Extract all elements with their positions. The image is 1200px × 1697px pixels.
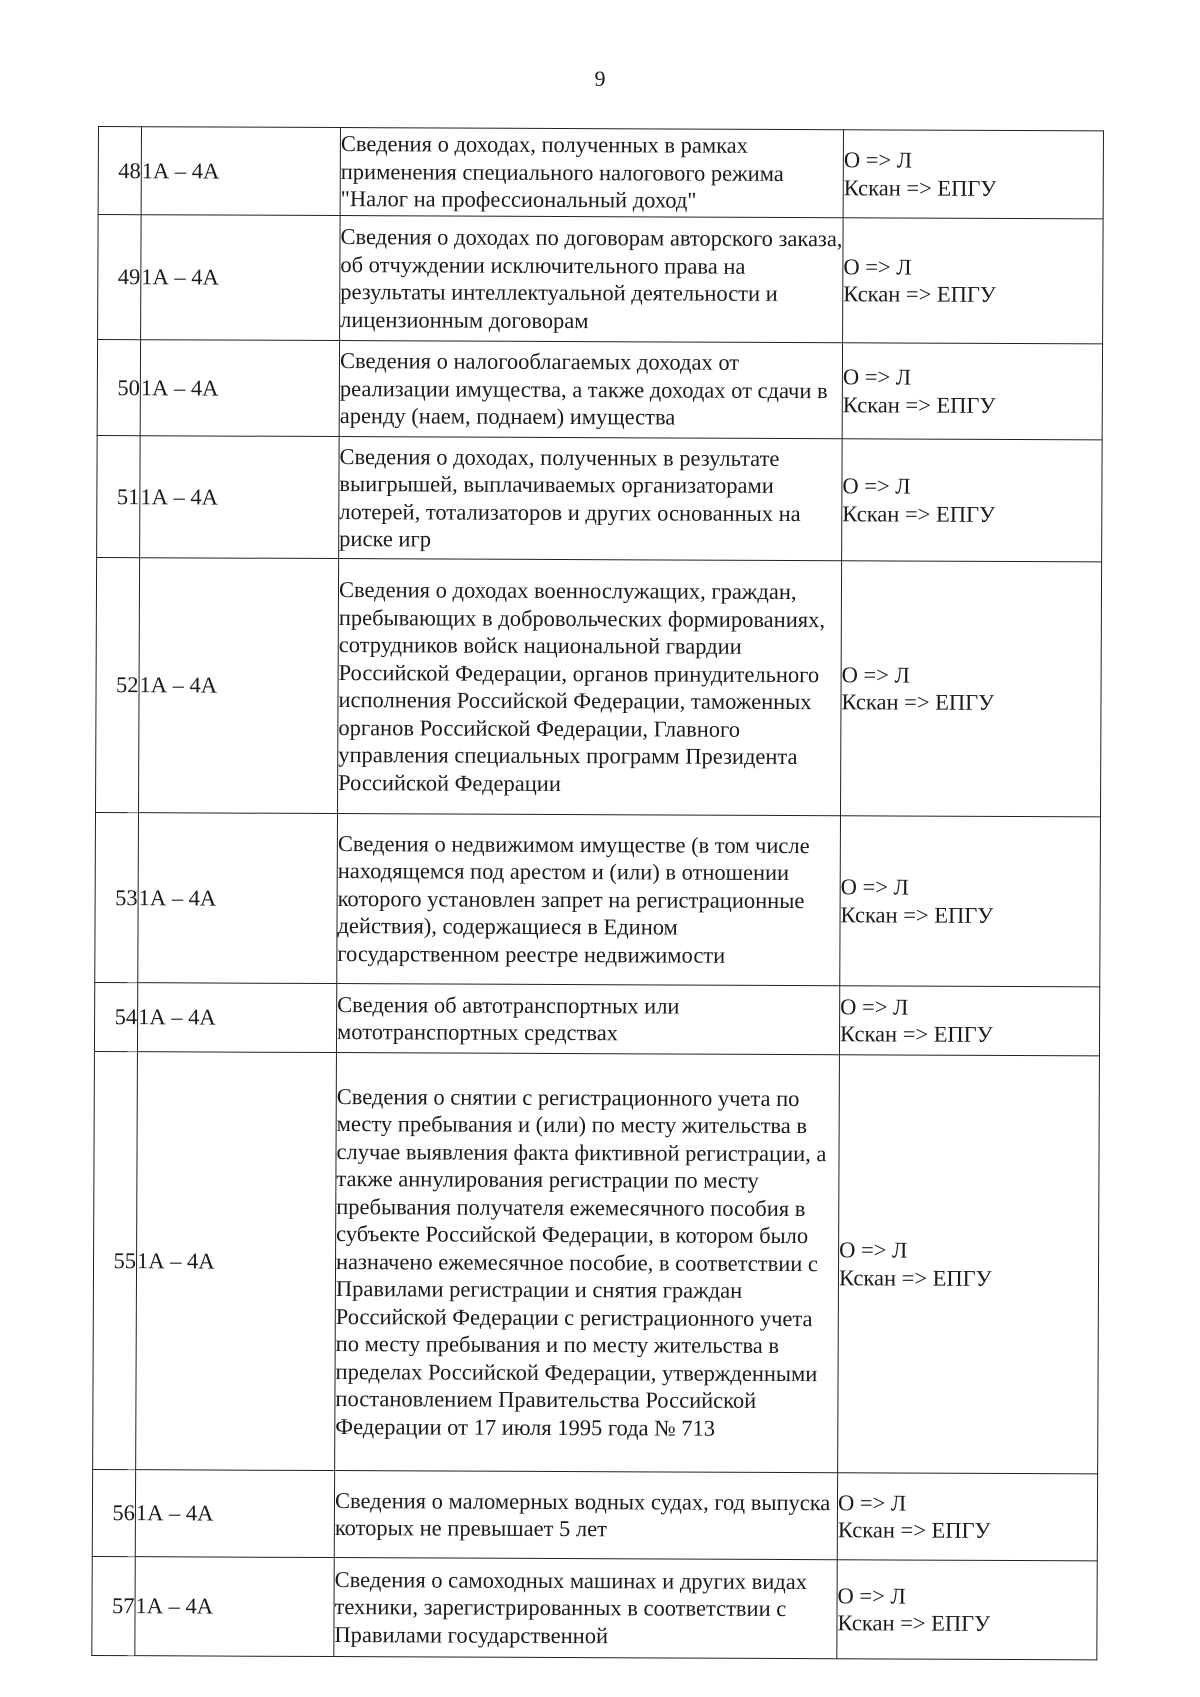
row-code: 1А – 4А (140, 340, 339, 437)
row-description: Сведения о маломерных водных судах, год выпуска которых не превышает 5 лет (334, 1471, 837, 1560)
table-row (98, 215, 1104, 344)
row-flow (842, 439, 1103, 562)
flow-line-2: Кскан => ЕПГУ (840, 901, 994, 928)
data-table (91, 126, 1104, 1660)
table-row (95, 812, 1101, 986)
table-row (94, 982, 1099, 1055)
row-number: 50 (97, 340, 140, 436)
flow-line-2: Кскан => ЕПГУ (842, 391, 996, 418)
row-number: 53 (95, 812, 139, 982)
flow-line-2: Кскан => ЕПГУ (842, 500, 995, 527)
flow-line-1: О => Л (837, 1582, 906, 1609)
row-description: Сведения о самоходных машинах и других видах техники, зарегистрированных в соответствии с Правилами государственной (334, 1558, 837, 1659)
row-code: 1А – 4А (140, 436, 340, 559)
row-description: Сведения о доходах, полученных в рамках применения специального налогового режима "Налог на профессиональный доход" (340, 128, 843, 218)
row-flow (838, 1055, 1100, 1474)
flow-line-1: О => Л (841, 661, 910, 688)
row-number: 55 (93, 1051, 138, 1469)
flow-line-2: Кскан => ЕПГУ (837, 1610, 991, 1636)
table-row (97, 340, 1102, 440)
row-description: Сведения о доходах, полученных в результате выигрышей, выплачиваемых организаторами лотерей, тотализаторов и других основанных на риске игр (339, 437, 843, 561)
row-description: Сведения о снятии с регистрационного учета по месту пребывания и (или) по месту жительства в случае выявления факта фиктивной регистрации, а также аннулирования регистрации по месту пребывания получателя ежемесячного пособия в субъекте Российской Федерации, в котором было назначено ежемесячное пособие, в соответствии с Правилами регистрации и снятия граждан Российской Федерации с регистрационного учета по месту пребывания и по месту жительства в пределах Российской Федерации, утвержденными постановлением Правительства Российской Федерации от 17 июля 1995 года № 713 (335, 1053, 840, 1473)
flow-line-1: О => Л (842, 473, 911, 499)
row-flow (837, 1560, 1097, 1660)
flow-line-1: О => Л (839, 1237, 908, 1263)
flow-line-2: Кскан => ЕПГУ (843, 174, 997, 201)
row-number: 52 (96, 557, 140, 812)
row-number: 54 (94, 982, 137, 1051)
flow-line-2: Кскан => ЕПГУ (839, 1021, 993, 1047)
flow-line-2: Кскан => ЕПГУ (837, 1517, 991, 1543)
table-row (92, 1556, 1097, 1659)
row-code: 1А – 4А (141, 127, 340, 216)
row-code: 1А – 4А (139, 558, 339, 814)
table-row (93, 1051, 1100, 1473)
row-description: Сведения о налогооблагаемых доходах от реализации имущества, а также доходах от сдачи в аренду (наем, поднаем) имущества (339, 341, 842, 439)
flow-line-1: О => Л (843, 253, 912, 280)
row-number: 57 (92, 1556, 135, 1655)
page-number: 9 (594, 66, 606, 91)
row-description: Сведения об автотранспортных или мототранспортных средствах (336, 984, 839, 1055)
flow-line-1: О => Л (840, 874, 909, 900)
row-flow (843, 218, 1104, 344)
row-description: Сведения о доходах по договорам авторского заказа, об отчуждении исключительного права на результаты интеллектуальной деятельности и лицензионным договорам (340, 216, 844, 343)
row-flow (843, 130, 1103, 219)
row-description: Сведения о доходах военнослужащих, граждан, пребывающих в добровольческих формированиях, сотрудников войск национальной гвардии Российской Федерации, органов принудительного исполнения Российской Федерации, таможенных органов Российской Федерации, Главного управления специальных программ Президента Российской Федерации (338, 559, 842, 816)
row-flow (840, 561, 1101, 817)
row-code: 1А – 4А (135, 1557, 334, 1657)
flow-line-1: О => Л (843, 147, 913, 173)
flow-line-1: О => Л (837, 1489, 907, 1516)
flow-line-2: Кскан => ЕПГУ (843, 281, 996, 307)
row-flow (840, 816, 1101, 987)
row-code: 1А – 4А (141, 215, 341, 341)
row-number: 51 (97, 435, 141, 557)
row-number: 48 (98, 127, 141, 215)
table-row (97, 435, 1103, 561)
row-code: 1А – 4А (135, 1470, 334, 1558)
table-row (96, 557, 1102, 816)
flow-line-1: О => Л (840, 993, 909, 1020)
table-row (92, 1469, 1097, 1560)
flow-line-2: Кскан => ЕПГУ (838, 1264, 992, 1291)
row-flow (842, 343, 1102, 440)
row-code: 1А – 4А (138, 813, 338, 984)
row-flow (839, 986, 1099, 1056)
row-description: Сведения о недвижимом имуществе (в том числе находящемся под арестом и (или) в отношении которого установлен запрет на регистрационные действия), содержащиеся в Едином государственном реестре недвижимости (337, 814, 841, 986)
flow-line-2: Кскан => ЕПГУ (841, 689, 995, 715)
row-flow (837, 1473, 1097, 1561)
flow-line-1: О => Л (842, 364, 912, 390)
table-row (98, 127, 1103, 219)
row-code: 1А – 4А (136, 1052, 337, 1471)
row-code: 1А – 4А (137, 983, 336, 1053)
row-number: 56 (92, 1469, 135, 1556)
row-number: 49 (98, 215, 142, 340)
